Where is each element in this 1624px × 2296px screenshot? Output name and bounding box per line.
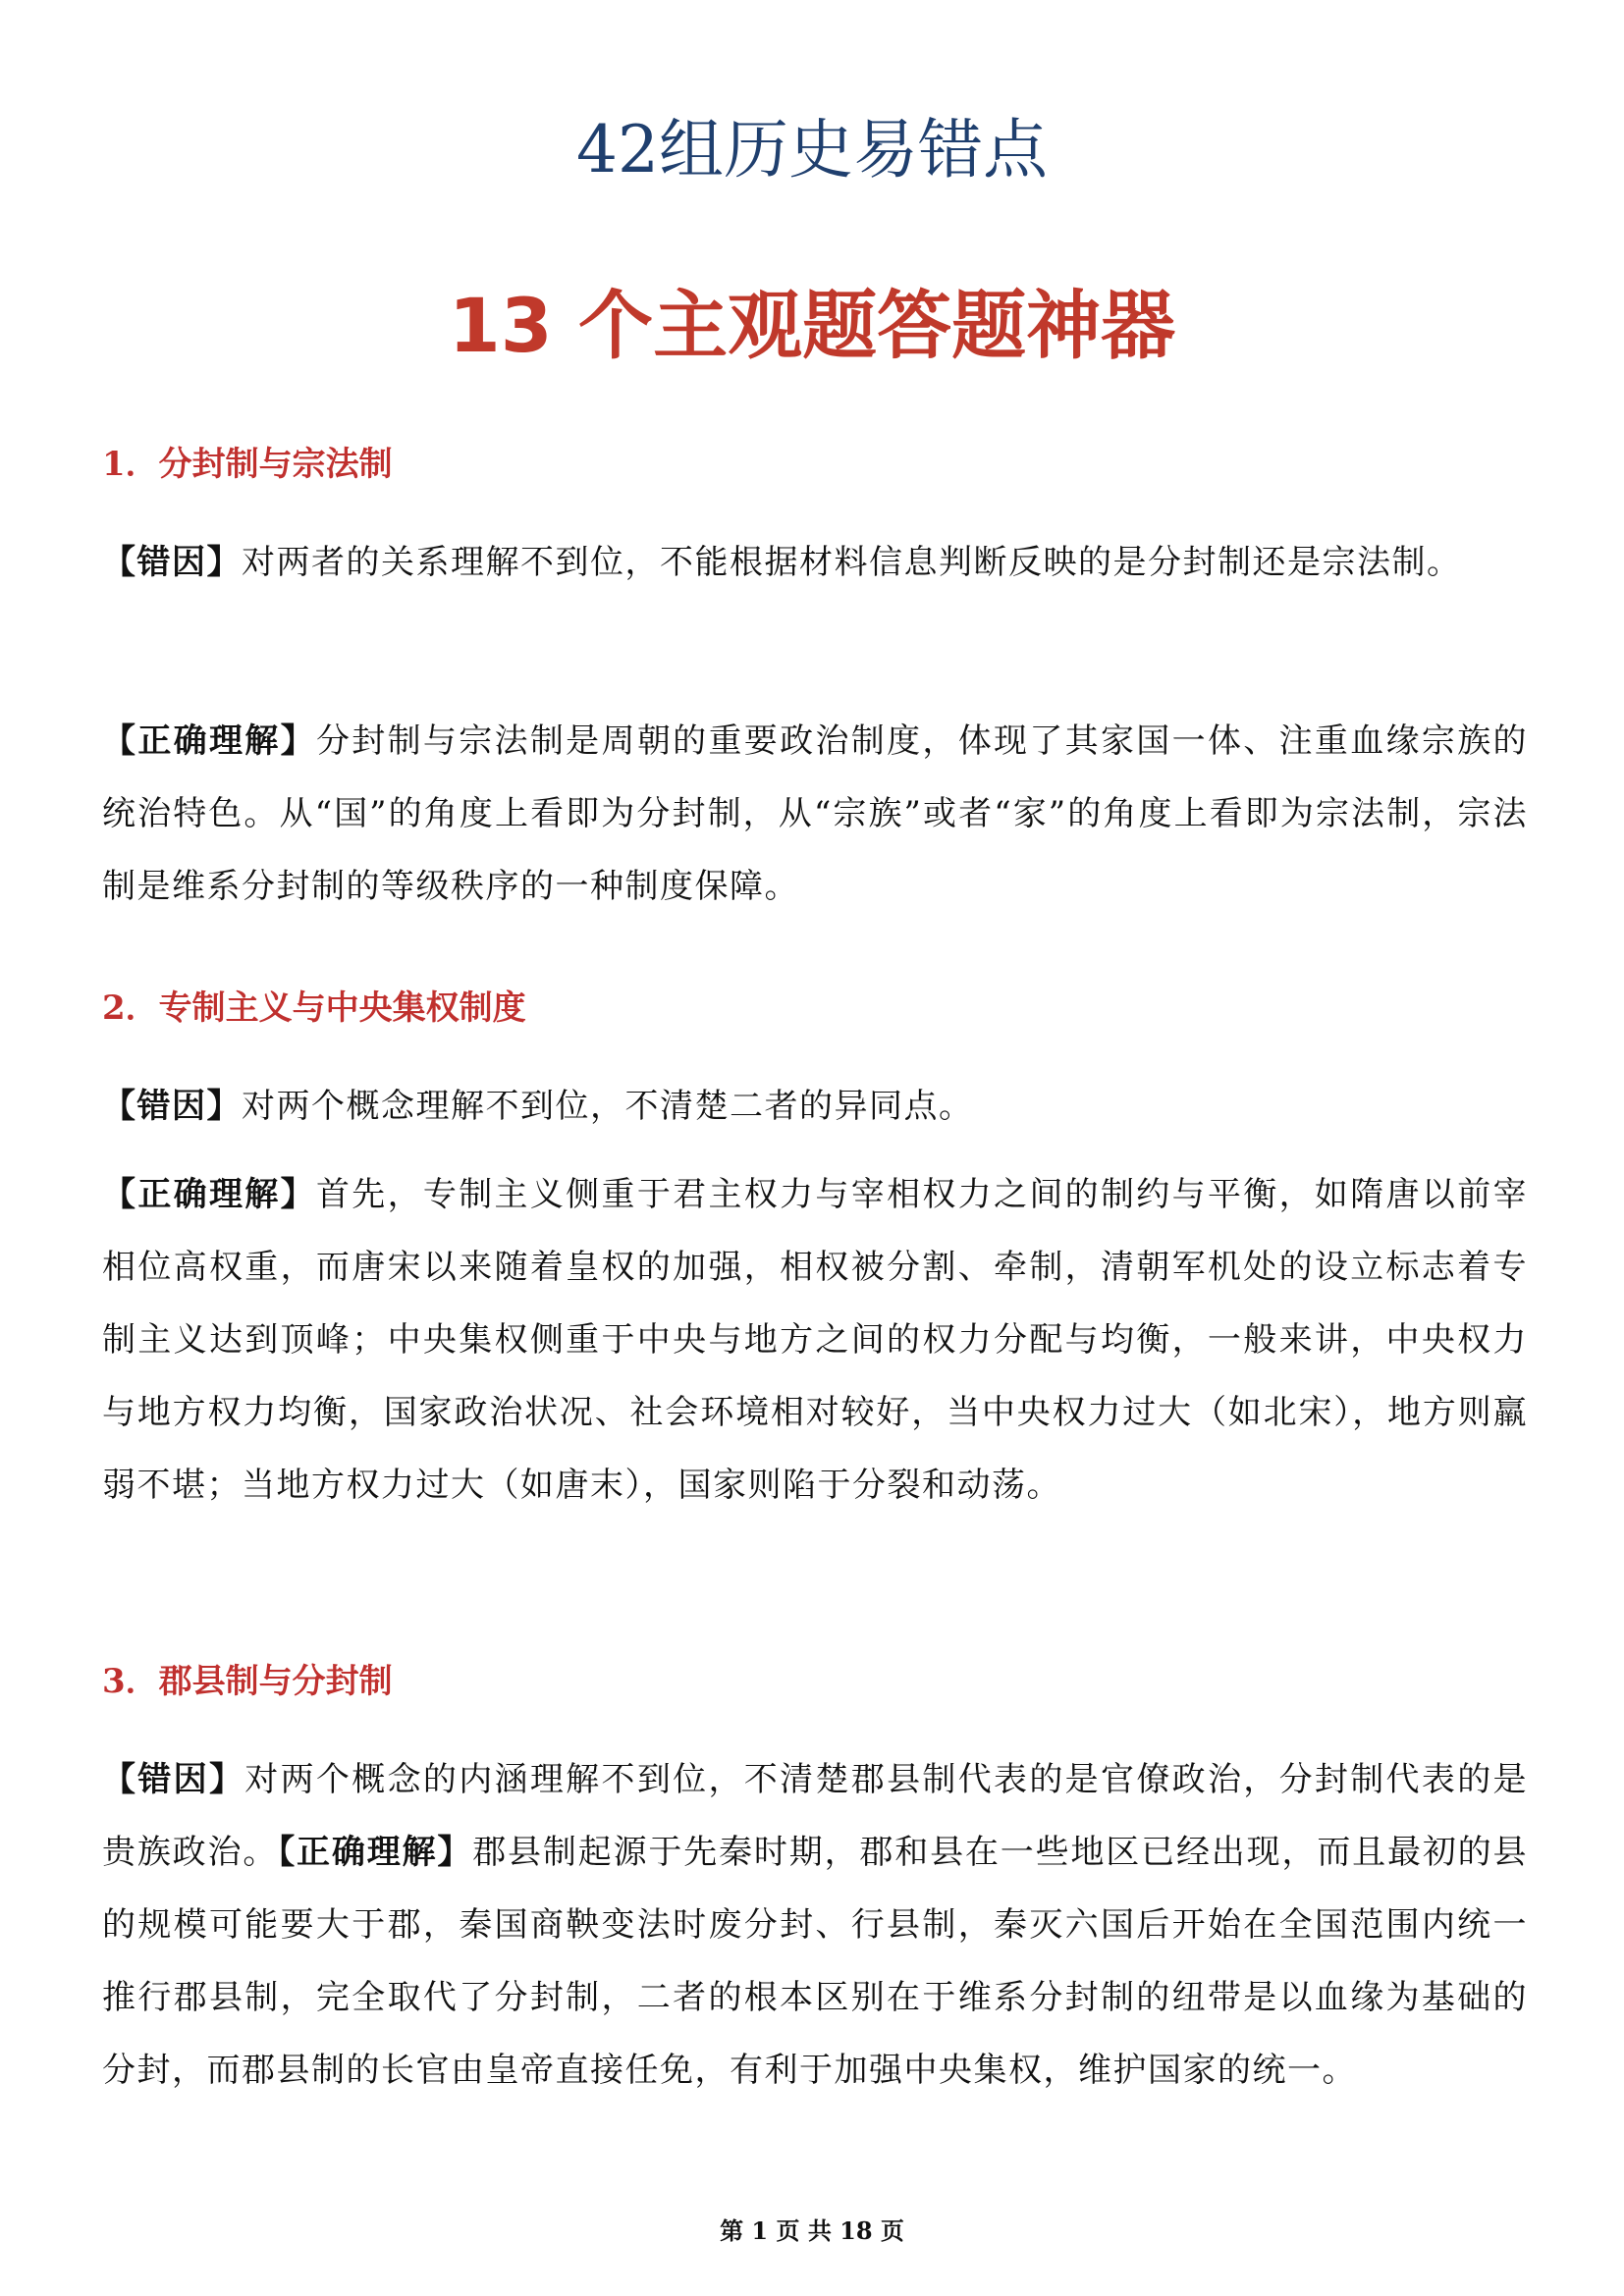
section-2-error-tag: 【错因】	[102, 1087, 242, 1126]
section-2-error-text: 对两个概念理解不到位，不清楚二者的异同点。	[242, 1087, 974, 1126]
section-1-heading: 1．分封制与宗法制	[102, 445, 393, 484]
section-1-correct-paragraph	[102, 705, 1528, 923]
section-2-heading: 2．专制主义与中央集权制度	[102, 988, 526, 1028]
section-1-error-paragraph	[102, 526, 1528, 599]
document-title: 42组历史易错点	[576, 112, 1048, 187]
section-1-correct-text: 分封制与宗法制是周朝的重要政治制度，体现了其家国一体、注重血缘宗族的统治特色。从“国”的角度上看即为分封制，从“宗族”或者“家”的角度上看即为宗法制，宗法制是维系分封制的等级秩序的一种制度保障。	[102, 721, 1529, 906]
section-1-error-tag: 【错因】	[102, 543, 242, 582]
section-2-correct-text: 首先，专制主义侧重于君主权力与宰相权力之间的制约与平衡，如隋唐以前宰相位高权重，而唐宋以来随着皇权的加强，相权被分割、牵制，清朝军机处的设立标志着专制主义达到顶峰；中央集权侧重于中央与地方之间的权力分配与均衡，一般来讲，中央权力与地方权力均衡，国家政治状况、社会环境相对较好，当中央权力过大（如北宋），地方则羸弱不堪；当地方权力过大（如唐末），国家则陷于分裂和动荡。	[102, 1175, 1529, 1505]
section-3-correct-text: 郡县制起源于先秦时期，郡和县在一些地区已经出现，而且最初的县的规模可能要大于郡，秦国商鞅变法时废分封、行县制，秦灭六国后开始在全国范围内统一推行郡县制，完全取代了分封制，二者的根本区别在于维系分封制的纽带是以血缘为基础的分封，而郡县制的长官由皇帝直接任免，有利于加强中央集权，维护国家的统一。	[102, 1833, 1529, 2090]
page-number: 第 1 页 共 18 页	[720, 2216, 904, 2245]
section-1-error-text: 对两者的关系理解不到位，不能根据材料信息判断反映的是分封制还是宗法制。	[242, 543, 1462, 582]
section-3-paragraph	[102, 1743, 1528, 2107]
section-3-error-tag: 【错因】	[102, 1760, 245, 1799]
section-2-correct-paragraph	[102, 1158, 1528, 1522]
section-3-correct-tag: 【正确理解】	[278, 1833, 473, 1872]
section-2-correct-tag: 【正确理解】	[102, 1175, 316, 1214]
section-3-heading: 3．郡县制与分封制	[102, 1662, 393, 1701]
document-subtitle: 13 个主观题答题神器	[448, 282, 1176, 369]
section-1-correct-tag: 【正确理解】	[102, 721, 316, 761]
section-2-error-paragraph	[102, 1070, 1528, 1143]
section-3-error-text: 对两个概念的内涵理解不到位，不清楚郡县制代表的是官僚政治，分封制代表的是贵族政治。	[102, 1760, 1529, 1872]
